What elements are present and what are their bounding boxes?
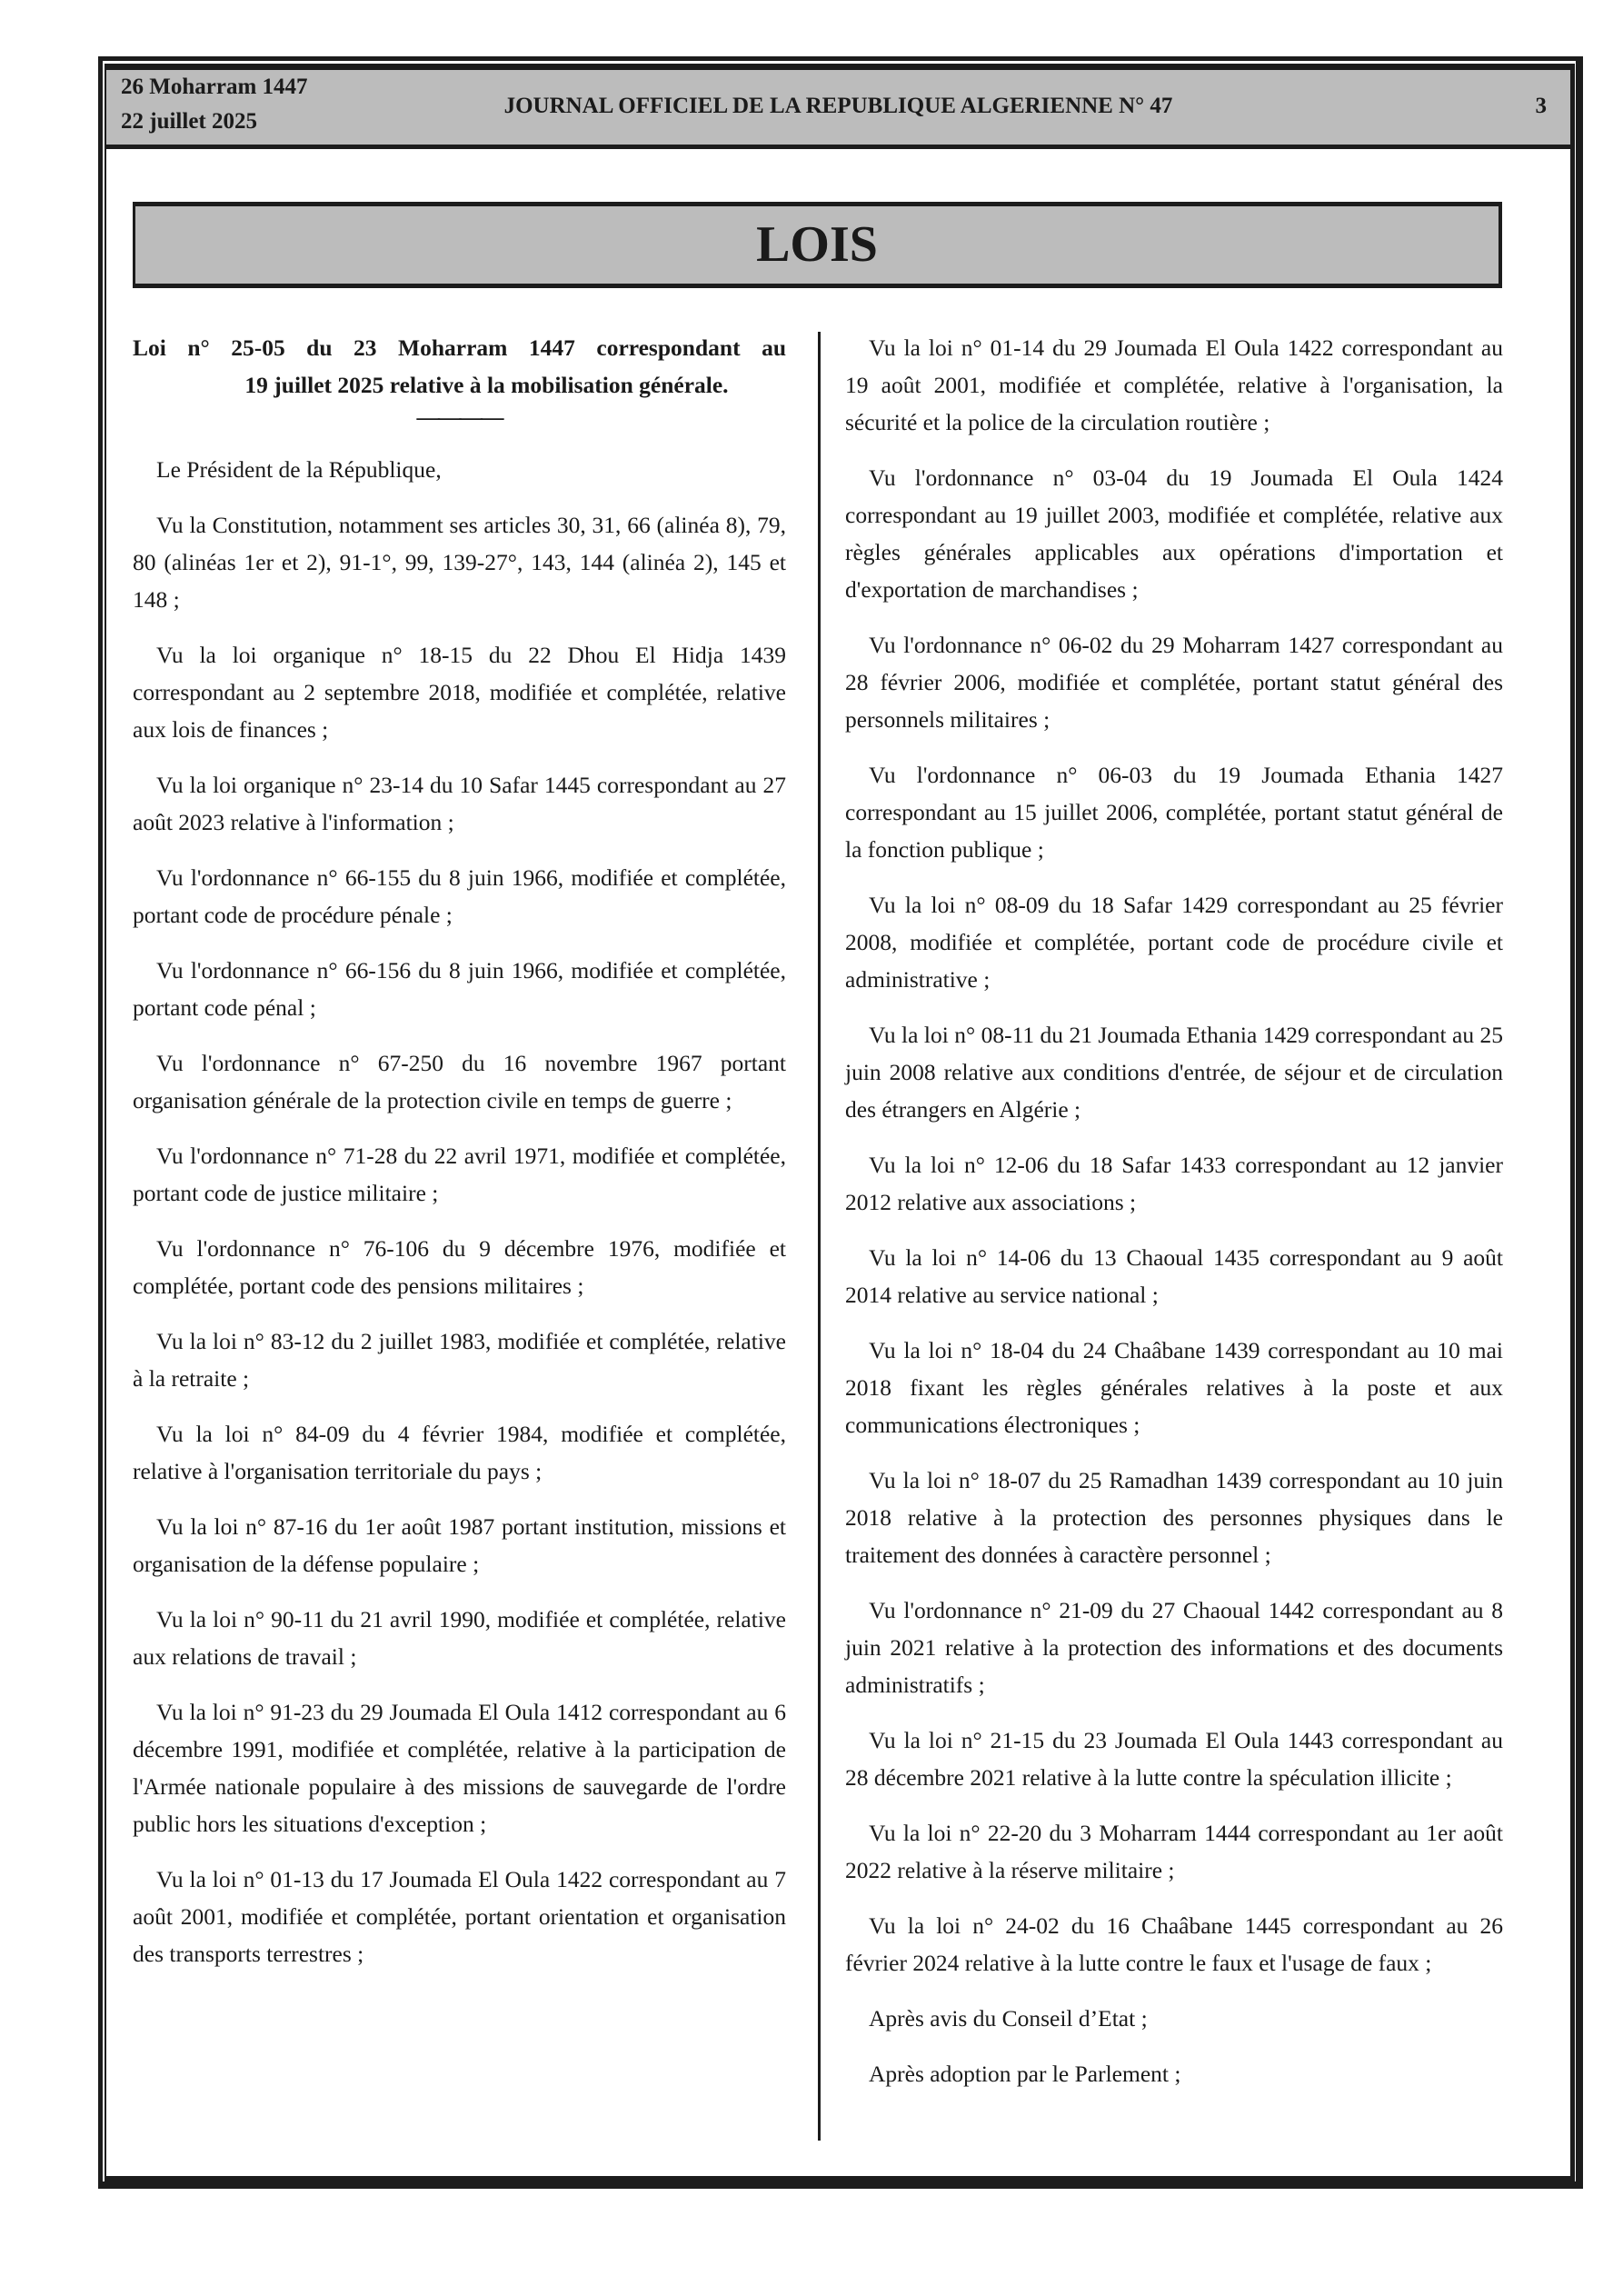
paragraph: Vu l'ordonnance n° 06-02 du 29 Moharram 1427 correspondant au 28 février 2006, modifiée et complétée, portant statut général des personnels militaires ;: [845, 632, 1503, 733]
paragraph: Vu l'ordonnance n° 66-156 du 8 juin 1966, modifiée et complétée, portant code pénal ;: [133, 957, 786, 1021]
paragraph: Vu la loi n° 84-09 du 4 février 1984, modifiée et complétée, relative à l'organisation territoriale du pays ;: [133, 1421, 786, 1484]
paragraph: Vu la loi n° 08-09 du 18 Safar 1429 correspondant au 25 février 2008, modifiée et complétée, portant code de procédure civile et administrative ;: [845, 892, 1503, 993]
paragraph: Vu la loi organique n° 23-14 du 10 Safar 1445 correspondant au 27 août 2023 relative à l'information ;: [133, 772, 786, 835]
paragraph: Vu l'ordonnance n° 06-03 du 19 Joumada Ethania 1427 correspondant au 15 juillet 2006, complétée, portant statut général de la fonction publique ;: [845, 762, 1503, 863]
paragraph: Vu la loi n° 01-13 du 17 Joumada El Oula 1422 correspondant au 7 août 2001, modifiée et complétée, portant orientation et organisation des transports terrestres ;: [133, 1866, 786, 1967]
paragraph: Après avis du Conseil d’Etat ;: [869, 2005, 1148, 2031]
law-title-line-1: Loi n° 25-05 du 23 Moharram 1447 correspondant au: [133, 334, 786, 361]
paragraph: Vu la loi n° 91-23 du 29 Joumada El Oula 1412 correspondant au 6 décembre 1991, modifiée et complétée, relative à la participation de l'Armée nationale populaire à des missions de sauvegarde de l'ordre public hors les situations d'exception ;: [133, 1699, 786, 1837]
paragraph: Vu la Constitution, notamment ses articles 30, 31, 66 (alinéa 8), 79, 80 (alinéas 1er et 2), 91-1°, 99, 139-27°, 143, 144 (alinéa 2), 145 et 148 ;: [133, 512, 786, 613]
column-divider: [818, 332, 821, 2141]
paragraph: Vu l'ordonnance n° 66-155 du 8 juin 1966, modifiée et complétée, portant code de procédure pénale ;: [133, 864, 786, 928]
paragraph: Vu l'ordonnance n° 21-09 du 27 Chaoual 1442 correspondant au 8 juin 2021 relative à la protection des informations et des documents administratifs ;: [845, 1597, 1503, 1698]
right-column: [845, 329, 1503, 2111]
paragraph: Vu la loi n° 21-15 du 23 Joumada El Oula 1443 correspondant au 28 décembre 2021 relative à la lutte contre la spéculation illicite ;: [845, 1727, 1503, 1791]
paragraph: Vu la loi n° 22-20 du 3 Moharram 1444 correspondant au 1er août 2022 relative à la réserve militaire ;: [845, 1820, 1503, 1883]
paragraph: Vu la loi organique n° 18-15 du 22 Dhou El Hidja 1439 correspondant au 2 septembre 2018, modifiée et complétée, relative aux lois de finances ;: [133, 642, 786, 743]
paragraph: Vu la loi n° 08-11 du 21 Joumada Ethania 1429 correspondant au 25 juin 2008 relative aux conditions d'entrée, de séjour et de circulation des étrangers en Algérie ;: [845, 1022, 1503, 1123]
paragraph: Après adoption par le Parlement ;: [869, 2061, 1181, 2087]
paragraph: Vu la loi n° 18-07 du 25 Ramadhan 1439 correspondant au 10 juin 2018 relative à la protection des personnes physiques dans le traitement des données à caractère personnel ;: [845, 1467, 1503, 1568]
title-separator: ————: [416, 404, 503, 430]
gregorian-date: 22 juillet 2025: [121, 109, 257, 134]
journal-header: [106, 65, 1570, 149]
hijri-date: 26 Moharram 1447: [121, 75, 308, 99]
left-column: [133, 329, 786, 1991]
paragraph: Vu la loi n° 83-12 du 2 juillet 1983, modifiée et complétée, relative à la retraite ;: [133, 1328, 786, 1392]
paragraph: Vu la loi n° 18-04 du 24 Chaâbane 1439 correspondant au 10 mai 2018 fixant les règles générales relatives à la poste et aux communications électroniques ;: [845, 1337, 1503, 1438]
law-title-line-2: 19 juillet 2025 relative à la mobilisation générale.: [244, 372, 729, 398]
paragraph: Vu la loi n° 24-02 du 16 Chaâbane 1445 correspondant au 26 février 2024 relative à la lutte contre le faux et l'usage de faux ;: [845, 1912, 1503, 1976]
paragraph: Vu la loi n° 14-06 du 13 Chaoual 1435 correspondant au 9 août 2014 relative au service national ;: [845, 1244, 1503, 1308]
paragraph: Vu la loi n° 01-14 du 29 Joumada El Oula 1422 correspondant au 19 août 2001, modifiée et complétée, relative à l'organisation, la sécurité et la police de la circulation routière ;: [845, 334, 1503, 435]
paragraph: Vu l'ordonnance n° 76-106 du 9 décembre 1976, modifiée et complétée, portant code des pensions militaires ;: [133, 1235, 786, 1299]
section-title-box: [133, 202, 1502, 288]
paragraph: Le Président de la République,: [156, 456, 442, 483]
paragraph: Vu la loi n° 90-11 du 21 avril 1990, modifiée et complétée, relative aux relations de travail ;: [133, 1606, 786, 1670]
paragraph: Vu la loi n° 87-16 du 1er août 1987 portant institution, missions et organisation de la défense populaire ;: [133, 1513, 786, 1577]
section-title: LOIS: [756, 216, 878, 273]
paragraph: Vu l'ordonnance n° 71-28 du 22 avril 1971, modifiée et complétée, portant code de justice militaire ;: [133, 1143, 786, 1206]
paragraph: Vu l'ordonnance n° 67-250 du 16 novembre 1967 portant organisation générale de la protection civile en temps de guerre ;: [133, 1050, 786, 1113]
paragraph: Vu la loi n° 12-06 du 18 Safar 1433 correspondant au 12 janvier 2012 relative aux associations ;: [845, 1152, 1503, 1215]
page-number: 3: [1535, 94, 1547, 118]
law-title: [133, 329, 786, 404]
journal-title: JOURNAL OFFICIEL DE LA REPUBLIQUE ALGERIENNE N° 47: [503, 94, 1173, 118]
paragraph: Vu l'ordonnance n° 03-04 du 19 Joumada El Oula 1424 correspondant au 19 juillet 2003, modifiée et complétée, relative aux règles générales applicables aux opérations d'importation et d'exportation de marchandises ;: [845, 464, 1503, 603]
